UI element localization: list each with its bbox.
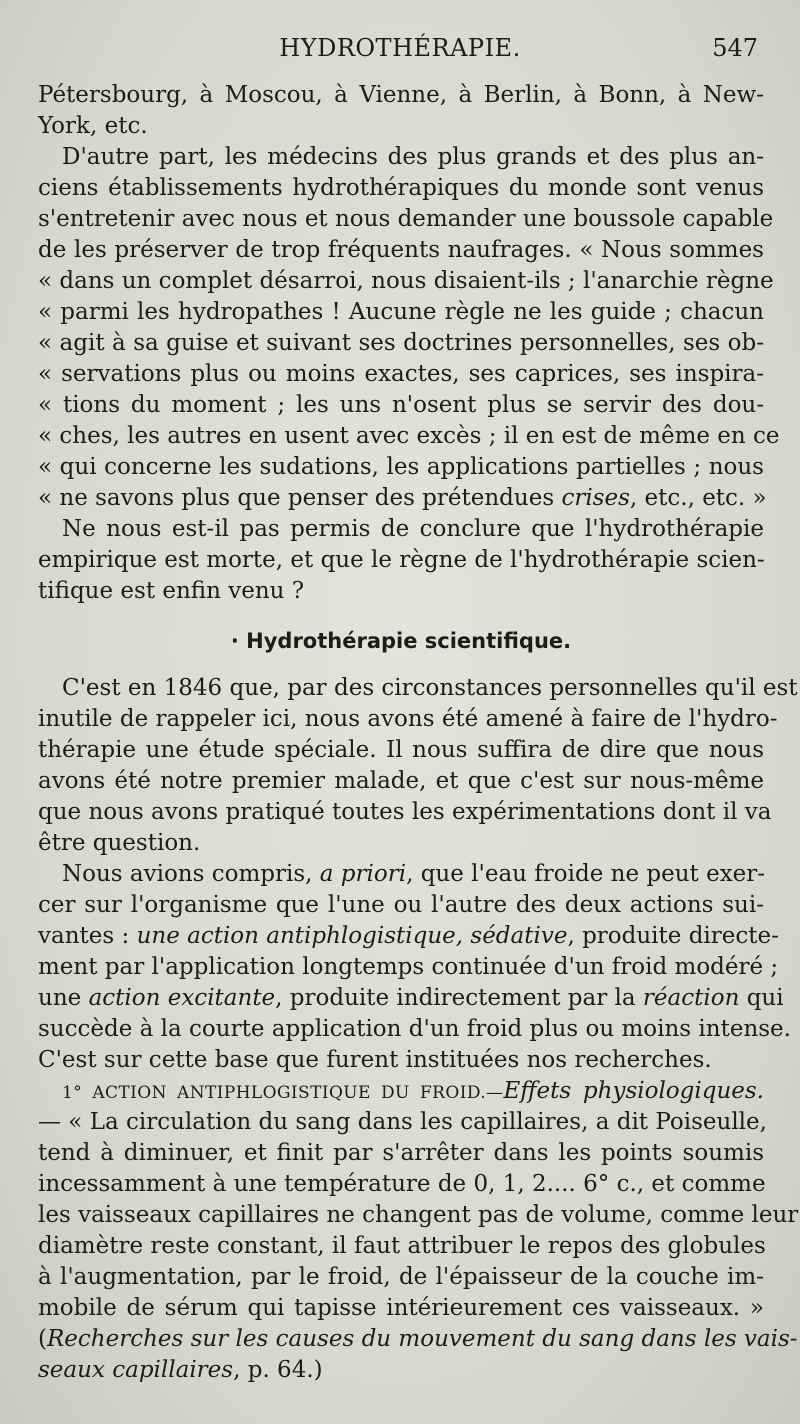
- text-line: York, etc.: [38, 113, 148, 139]
- text-line: une action excitante, produite indirectement par la réaction qui: [38, 985, 784, 1011]
- text-line: cer sur l'organisme que l'une ou l'autre des deux actions sui-: [38, 892, 764, 918]
- text-line: « tions du moment ; les uns n'osent plus se servir des dou-: [38, 392, 764, 418]
- text-line: s'entretenir avec nous et nous demander une boussole capable: [38, 206, 774, 232]
- running-head: HYDROTHÉRAPIE.: [279, 34, 521, 62]
- text-line: « servations plus ou moins exactes, ses caprices, ses inspira-: [38, 361, 764, 387]
- text-line: être question.: [38, 830, 201, 856]
- text-line: incessamment à une température de 0, 1, 2.... 6° c., et comme: [38, 1171, 766, 1197]
- text-line: empirique est morte, et que le règne de l'hydrothérapie scien-: [38, 547, 765, 573]
- page-number: 547: [712, 34, 758, 62]
- text-line: mobile de sérum qui tapisse intérieurement ces vaisseaux. »: [38, 1295, 764, 1321]
- text-line: Nous avions compris, a priori, que l'eau froide ne peut exer-: [62, 861, 766, 887]
- text-line: de les préserver de trop fréquents naufrages. « Nous sommes: [38, 237, 764, 263]
- body-text: [38, 80, 799, 1386]
- text-line: avons été notre premier malade, et que c'est sur nous-même: [38, 768, 764, 794]
- text-line: — « La circulation du sang dans les capillaires, a dit Poiseulle,: [38, 1109, 767, 1135]
- text-line: que nous avons pratiqué toutes les expérimentations dont il va: [38, 799, 772, 825]
- text-line: tifique est enfin venu ?: [38, 578, 305, 604]
- text-line: « ne savons plus que penser des prétendues crises, etc., etc. »: [38, 485, 767, 511]
- text-line: thérapie une étude spéciale. Il nous suffira de dire que nous: [38, 737, 764, 763]
- text-line: vantes : une action antiphlogistique, sédative, produite directe-: [38, 923, 779, 949]
- text-line: « parmi les hydropathes ! Aucune règle ne les guide ; chacun: [38, 299, 764, 325]
- section-heading: · Hydrothérapie scientifique.: [230, 629, 572, 653]
- text-line: Pétersbourg, à Moscou, à Vienne, à Berlin, à Bonn, à New-: [38, 82, 764, 108]
- text-line: les vaisseaux capillaires ne changent pas de volume, comme leur: [38, 1202, 799, 1228]
- text-line: 1° ACTION ANTIPHLOGISTIQUE DU FROID.—Effets physiologiques.: [62, 1078, 764, 1104]
- text-line: tend à diminuer, et finit par s'arrêter dans les points soumis: [38, 1140, 764, 1166]
- text-line: « agit à sa guise et suivant ses doctrines personnelles, ses ob-: [38, 330, 764, 356]
- text-line: Ne nous est-il pas permis de conclure que l'hydrothérapie: [62, 516, 764, 542]
- text-line: « dans un complet désarroi, nous disaient-ils ; l'anarchie règne: [38, 268, 774, 294]
- citation-line: (Recherches sur les causes du mouvement du sang dans les vais-: [38, 1326, 798, 1352]
- text-line: C'est sur cette base que furent instituées nos recherches.: [38, 1047, 712, 1073]
- text-line: « qui concerne les sudations, les applications partielles ; nous: [38, 454, 764, 480]
- text-line: succède à la courte application d'un froid plus ou moins intense.: [38, 1016, 791, 1042]
- text-line: ment par l'application longtemps continuée d'un froid modéré ;: [38, 954, 779, 980]
- page-header: [38, 34, 762, 68]
- text-line: ciens établissements hydrothérapiques du monde sont venus: [38, 175, 764, 201]
- text-line: à l'augmentation, par le froid, de l'épaisseur de la couche im-: [38, 1264, 764, 1290]
- text-line: C'est en 1846 que, par des circonstances personnelles qu'il est: [62, 675, 798, 701]
- text-line: « ches, les autres en usent avec excès ; il en est de même en ce: [38, 423, 780, 449]
- text-line: D'autre part, les médecins des plus grands et des plus an-: [62, 144, 764, 170]
- text-line: diamètre reste constant, il faut attribuer le repos des globules: [38, 1233, 766, 1259]
- text-line: inutile de rappeler ici, nous avons été amené à faire de l'hydro-: [38, 706, 778, 732]
- citation-line: seaux capillaires, p. 64.): [38, 1357, 323, 1383]
